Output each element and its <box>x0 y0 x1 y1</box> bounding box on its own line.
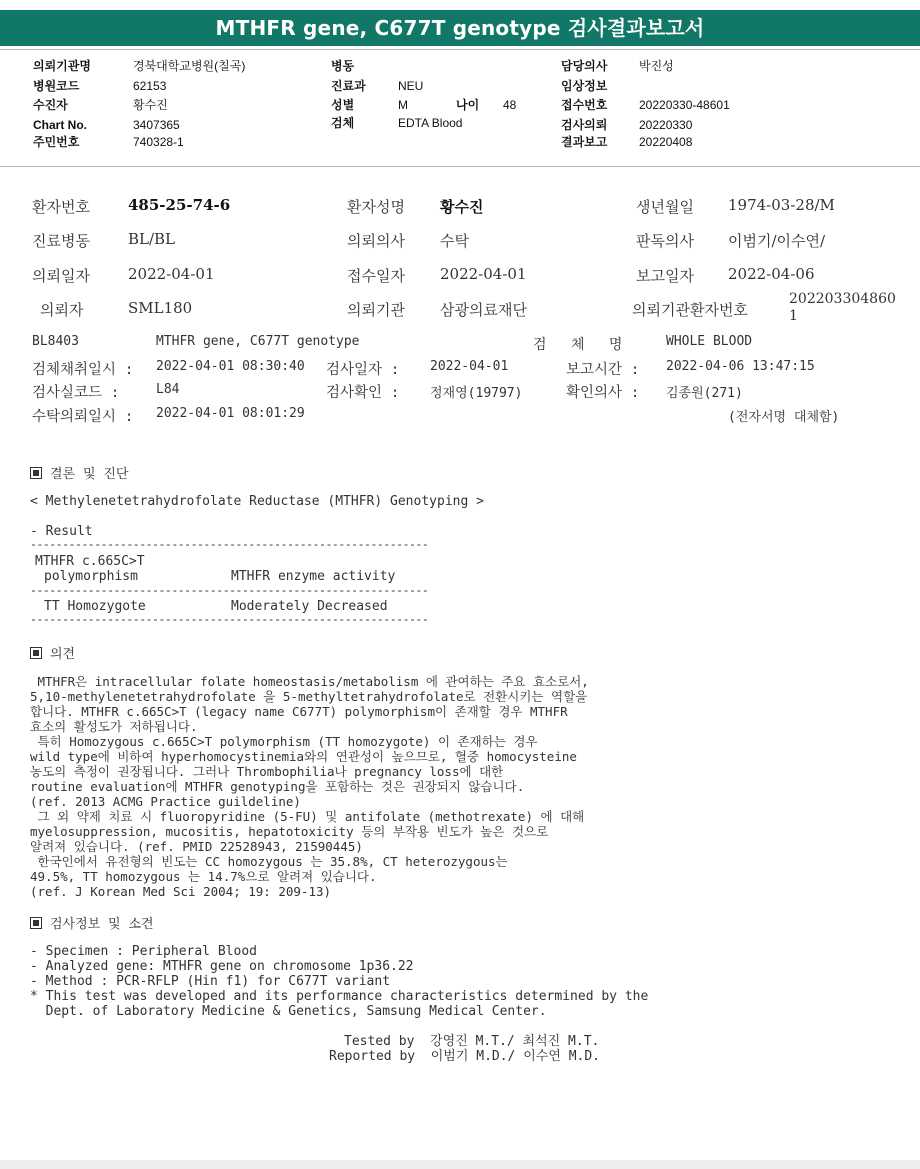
header-label: 진료과 <box>331 79 366 93</box>
info-line: - Analyzed gene: MTHFR gene on chromosome 1p36.22 <box>30 959 414 974</box>
requester-value: SML180 <box>128 299 193 317</box>
square-bullet-icon <box>30 917 42 929</box>
header-label: 담당의사 <box>561 59 608 73</box>
header-value: 3407365 <box>133 118 180 132</box>
rcv-date-label: 접수일자 <box>347 267 405 285</box>
patient-name-label: 환자성명 <box>347 198 405 216</box>
header-value: 경북대학교병원(칠곡) <box>133 59 246 73</box>
rcv-date-value: 2022-04-01 <box>440 265 527 283</box>
info-line: - Method : PCR-RFLP (Hin f1) for C677T variant <box>30 974 391 989</box>
square-bullet-icon <box>30 467 42 479</box>
rpt-date-value: 2022-04-06 <box>728 265 815 283</box>
header-value: NEU <box>398 79 424 93</box>
header-value: 황수진 <box>133 98 168 112</box>
opinion-line: 농도의 측정이 권장됩니다. 그러나 Thrombophilia나 pregnancy loss에 대한 <box>30 764 504 779</box>
opinion-heading <box>30 643 75 662</box>
tested-by: Tested by 강영진 M.T./ 최석진 M.T. <box>344 1034 600 1049</box>
specimen-value: WHOLE BLOOD <box>666 334 753 349</box>
opinion-line: MTHFR은 intracellular folate homeostasis/metabolism 에 관여하는 주요 효소로서, <box>30 674 589 689</box>
ward-value: BL/BL <box>128 230 176 248</box>
req-date-value: 2022-04-01 <box>128 265 215 283</box>
opinion-line: myelosuppression, mucositis, hepatotoxicity 등의 부작용 빈도가 높은 것으로 <box>30 824 549 839</box>
info-heading-text: 검사정보 및 소견 <box>50 917 154 932</box>
opinion-line: (ref. J Korean Med Sci 2004; 19: 209-13) <box>30 884 332 899</box>
opinion-line: 한국인에서 유전형의 빈도는 CC homozygous 는 35.8%, CT heterozygous는 <box>30 854 508 869</box>
report-time-label: 보고시간 : <box>566 362 640 378</box>
header-label: 접수번호 <box>561 98 608 112</box>
test-date-label: 검사일자 : <box>326 362 400 378</box>
opinion-line: 49.5%, TT homozygous 는 14.7%으로 알려져 있습니다. <box>30 869 377 884</box>
header-value: 20220408 <box>639 135 693 149</box>
request-header <box>0 49 920 167</box>
header-label: 성별 <box>331 98 355 112</box>
age-label: 나이 <box>456 98 480 112</box>
age-value: 48 <box>503 98 517 112</box>
opinion-line: (ref. 2013 ACMG Practice guildeline) <box>30 794 301 809</box>
result-genotype: TT Homozygote <box>44 599 146 614</box>
opinion-line: 합니다. MTHFR c.665C>T (legacy name C677T) polymorphism이 존재할 경우 MTHFR <box>30 704 568 719</box>
org-patient-no-label: 의뢰기관환자번호 <box>632 301 748 319</box>
header-value: M <box>398 98 408 112</box>
org-patient-no-value: 202203304860 <box>789 291 896 307</box>
req-doctor-value: 수탁 <box>440 232 469 250</box>
header-label: Chart No. <box>33 118 87 132</box>
header-value: 740328-1 <box>133 135 184 149</box>
conclusion-heading <box>30 463 128 482</box>
col1-header: MTHFR c.665C>T <box>35 554 145 569</box>
reader-label: 판독의사 <box>636 232 694 250</box>
patient-id-value: 485-25-74-6 <box>128 196 231 214</box>
lab-code-value: L84 <box>156 382 180 397</box>
org-patient-no-value-cont: 1 <box>789 308 798 324</box>
test-name: MTHFR gene, C677T genotype <box>156 334 360 349</box>
patient-id-label: 환자번호 <box>32 198 90 216</box>
consign-value: 2022-04-01 08:01:29 <box>156 406 305 421</box>
header-value: 20220330 <box>639 118 693 132</box>
col1-header-cont: polymorphism <box>44 569 138 584</box>
birth-value: 1974-03-28/M <box>728 196 835 214</box>
header-label: 결과보고 <box>561 135 608 149</box>
opinion-line: 특히 Homozygous c.665C>T polymorphism (TT homozygote) 이 존재하는 경우 <box>30 734 538 749</box>
ward-label: 진료병동 <box>32 232 90 250</box>
header-label: 임상정보 <box>561 79 608 93</box>
patient-name-value: 황수진 <box>440 198 484 216</box>
specimen-label: 검 체 명 <box>533 337 631 353</box>
report-time-value: 2022-04-06 13:47:15 <box>666 359 815 374</box>
info-heading <box>30 913 154 932</box>
header-label: 검사의뢰 <box>561 118 608 132</box>
test-code: BL8403 <box>32 334 79 349</box>
collect-label: 검체채취일시 : <box>32 362 134 378</box>
opinion-line: 알려져 있습니다. (ref. PMID 22528943, 21590445) <box>30 839 363 854</box>
page-footer-bar <box>0 1160 920 1169</box>
reader-value: 이범기/이수연/ <box>728 232 826 250</box>
req-date-label: 의뢰일자 <box>32 267 90 285</box>
test-date-value: 2022-04-01 <box>430 359 509 374</box>
col2-header: MTHFR enzyme activity <box>231 569 396 584</box>
info-line: - Specimen : Peripheral Blood <box>30 944 257 959</box>
requester-label: 의뢰자 <box>40 301 84 319</box>
divider: -------------------------------------------------------------- <box>30 537 429 551</box>
header-value: 박진성 <box>639 59 674 73</box>
confirm-label: 검사확인 : <box>326 385 400 401</box>
rpt-date-label: 보고일자 <box>636 267 694 285</box>
info-line: Dept. of Laboratory Medicine & Genetics, Samsung Medical Center. <box>30 1004 547 1019</box>
header-value: 62153 <box>133 79 167 93</box>
req-doctor-label: 의뢰의사 <box>347 232 405 250</box>
square-bullet-icon <box>30 647 42 659</box>
opinion-line: 효소의 활성도가 저하됩니다. <box>30 719 198 734</box>
doctor-value: 김종원(271) <box>666 386 743 401</box>
opinion-line: routine evaluation에 MTHFR genotyping을 포함하는 것은 권장되지 않습니다. <box>30 779 525 794</box>
req-org-label: 의뢰기관 <box>347 301 405 319</box>
divider: -------------------------------------------------------------- <box>30 583 429 597</box>
header-value: EDTA Blood <box>398 116 463 130</box>
result-activity: Moderately Decreased <box>231 599 388 614</box>
genotyping-subtitle: < Methylenetetrahydrofolate Reductase (MTHFR) Genotyping > <box>30 494 484 509</box>
header-label: 주민번호 <box>33 135 80 149</box>
birth-label: 생년월일 <box>636 198 694 216</box>
req-org-value: 삼광의료재단 <box>440 301 527 319</box>
lab-code-label: 검사실코드 : <box>32 385 120 401</box>
esign-note: (전자서명 대체함) <box>728 410 840 425</box>
collect-value: 2022-04-01 08:30:40 <box>156 359 305 374</box>
consign-label: 수탁의뢰일시 : <box>32 409 134 425</box>
header-label: 병원코드 <box>33 79 80 93</box>
header-label: 검체 <box>331 116 355 130</box>
conclusion-heading-text: 결론 및 진단 <box>50 467 129 482</box>
result-label: - Result <box>30 524 93 539</box>
header-label: 의뢰기관명 <box>33 59 91 73</box>
confirm-value: 정재영(19797) <box>430 386 523 401</box>
opinion-line: 그 외 약제 치료 시 fluoropyridine (5-FU) 및 antifolate (methotrexate) 에 대해 <box>30 809 585 824</box>
header-value: 20220330-48601 <box>639 98 730 112</box>
opinion-line: 5,10-methylenetetrahydrofolate 을 5-methyltetrahydrofolate로 전환시키는 역할을 <box>30 689 588 704</box>
divider: -------------------------------------------------------------- <box>30 612 429 626</box>
report-title: MTHFR gene, C677T genotype 검사결과보고서 <box>0 10 920 46</box>
doctor-label: 확인의사 : <box>566 385 640 401</box>
opinion-line: wild type에 비하여 hyperhomocystinemia와의 연관성이 높으므로, 혈중 homocysteine <box>30 749 577 764</box>
reported-by: Reported by 이범기 M.D./ 이수연 M.D. <box>329 1049 601 1064</box>
header-label: 수진자 <box>33 98 68 112</box>
opinion-heading-text: 의견 <box>50 647 76 662</box>
header-label: 병동 <box>331 59 355 73</box>
info-line: * This test was developed and its performance characteristics determined by the <box>30 989 649 1004</box>
